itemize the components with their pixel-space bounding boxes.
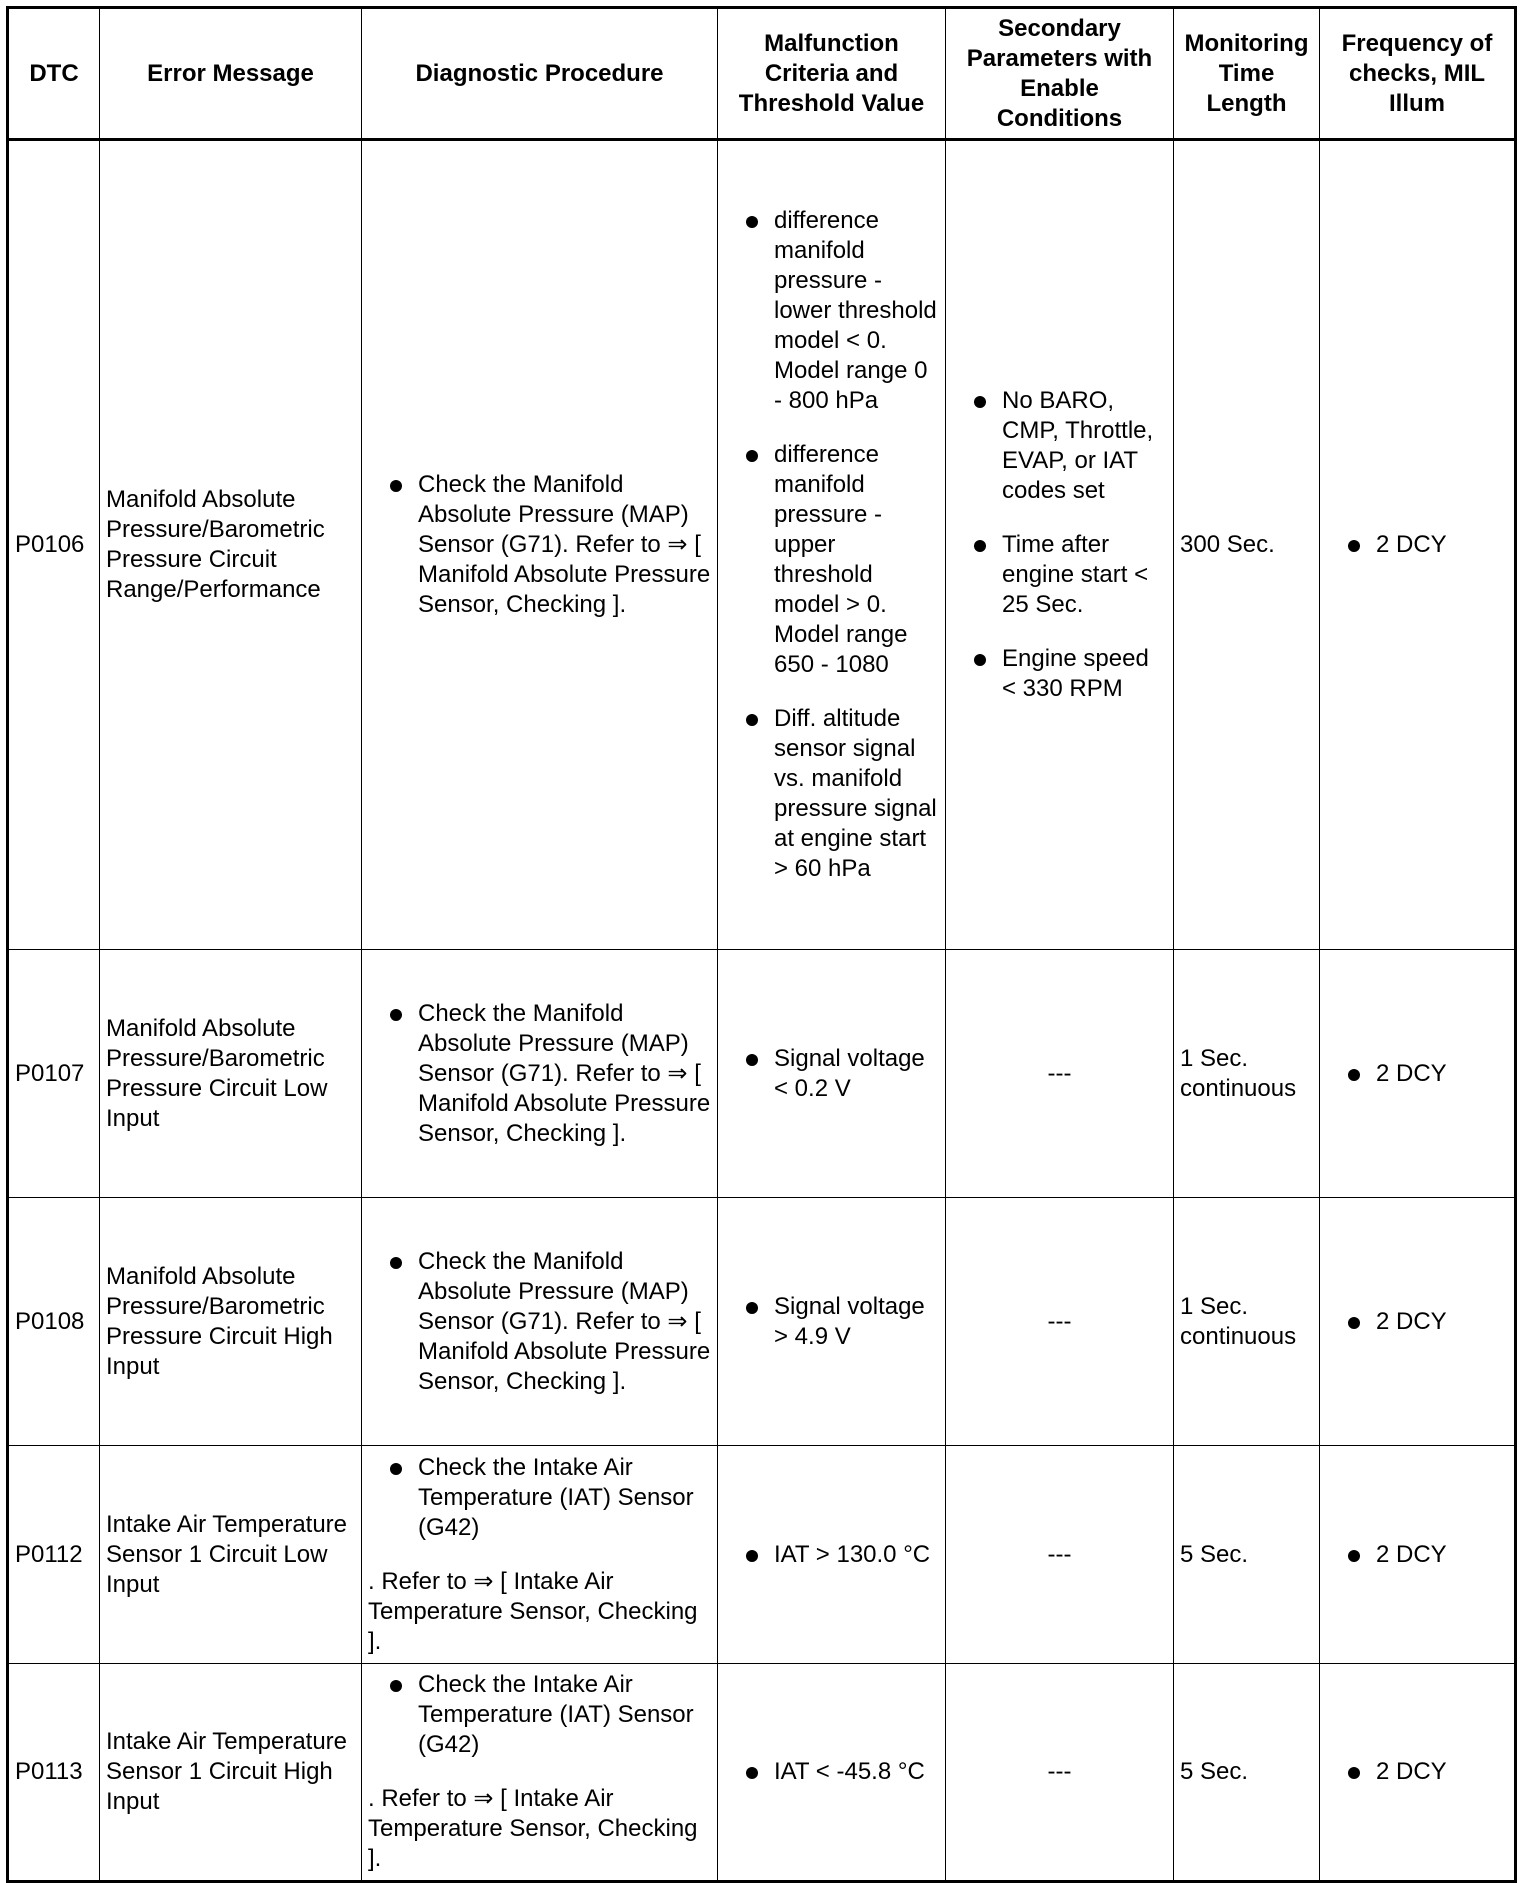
frequency-item: 2 DCY [1326,1757,1508,1787]
criteria-item: IAT < -45.8 °C [724,1757,939,1787]
dtc-code: P0112 [8,1446,100,1664]
monitoring-time: 1 Sec. continuous [1174,1198,1320,1446]
procedure-step: Check the Intake Air Temperature (IAT) Sensor (G42) [368,1670,711,1760]
error-message: Intake Air Temperature Sensor 1 Circuit Low Input [100,1446,362,1664]
frequency-item: 2 DCY [1326,530,1508,560]
diagnostic-procedure [362,140,718,950]
procedure-step: Check the Intake Air Temperature (IAT) Sensor (G42) [368,1453,711,1543]
table-row [8,950,1516,1198]
secondary-parameters: --- [946,1446,1174,1664]
monitoring-time: 5 Sec. [1174,1446,1320,1664]
frequency [1320,140,1516,950]
criteria-item: Diff. altitude sensor signal vs. manifold pressure signal at engine start > 60 hPa [724,704,939,884]
secondary-parameters: --- [946,950,1174,1198]
secondary-item: No BARO, CMP, Throttle, EVAP, or IAT codes set [952,386,1167,506]
frequency [1320,1664,1516,1882]
diagnostic-procedure [362,1664,718,1882]
header-diagnostic-procedure: Diagnostic Procedure [362,8,718,140]
criteria-item: difference manifold pressure - lower threshold model < 0. Model range 0 - 800 hPa [724,206,939,416]
error-message: Manifold Absolute Pressure/Barometric Pressure Circuit Range/Performance [100,140,362,950]
table-row [8,140,1516,950]
diagnostic-procedure [362,1198,718,1446]
header-frequency: Frequency of checks, MIL Illum [1320,8,1516,140]
diagnostic-procedure [362,1446,718,1664]
procedure-step: Check the Manifold Absolute Pressure (MAP) Sensor (G71). Refer to ⇒ [ Manifold Absolute Pressure Sensor, Checking ]. [368,470,711,620]
header-row [8,8,1516,140]
criteria-item: difference manifold pressure - upper threshold model > 0. Model range 650 - 1080 [724,440,939,680]
diagnostic-procedure [362,950,718,1198]
dtc-code: P0107 [8,950,100,1198]
malfunction-criteria [718,140,946,950]
header-malfunction-criteria: Malfunction Criteria and Threshold Value [718,8,946,140]
error-message: Manifold Absolute Pressure/Barometric Pressure Circuit Low Input [100,950,362,1198]
monitoring-time: 5 Sec. [1174,1664,1320,1882]
procedure-step: Check the Manifold Absolute Pressure (MAP) Sensor (G71). Refer to ⇒ [ Manifold Absolute Pressure Sensor, Checking ]. [368,999,711,1149]
dtc-code: P0106 [8,140,100,950]
malfunction-criteria [718,1664,946,1882]
dtc-code: P0113 [8,1664,100,1882]
secondary-item: Engine speed < 330 RPM [952,644,1167,704]
frequency [1320,950,1516,1198]
malfunction-criteria [718,1446,946,1664]
secondary-parameters [946,140,1174,950]
dtc-table [6,6,1517,1883]
error-message: Manifold Absolute Pressure/Barometric Pressure Circuit High Input [100,1198,362,1446]
secondary-item: Time after engine start < 25 Sec. [952,530,1167,620]
frequency [1320,1198,1516,1446]
header-dtc: DTC [8,8,100,140]
criteria-item: IAT > 130.0 °C [724,1540,939,1570]
error-message: Intake Air Temperature Sensor 1 Circuit High Input [100,1664,362,1882]
monitoring-time: 1 Sec. continuous [1174,950,1320,1198]
monitoring-time: 300 Sec. [1174,140,1320,950]
frequency-item: 2 DCY [1326,1540,1508,1570]
procedure-reference: . Refer to ⇒ [ Intake Air Temperature Sensor, Checking ]. [368,1567,698,1655]
frequency [1320,1446,1516,1664]
procedure-step: Check the Manifold Absolute Pressure (MAP) Sensor (G71). Refer to ⇒ [ Manifold Absolute Pressure Sensor, Checking ]. [368,1247,711,1397]
secondary-parameters: --- [946,1664,1174,1882]
dtc-code: P0108 [8,1198,100,1446]
header-error-message: Error Message [100,8,362,140]
table-row [8,1446,1516,1664]
criteria-item: Signal voltage < 0.2 V [724,1044,939,1104]
secondary-parameters: --- [946,1198,1174,1446]
malfunction-criteria [718,950,946,1198]
frequency-item: 2 DCY [1326,1059,1508,1089]
criteria-item: Signal voltage > 4.9 V [724,1292,939,1352]
table-row [8,1664,1516,1882]
procedure-reference: . Refer to ⇒ [ Intake Air Temperature Sensor, Checking ]. [368,1785,698,1872]
header-secondary-parameters: Secondary Parameters with Enable Conditions [946,8,1174,140]
header-monitoring-time: Monitoring Time Length [1174,8,1320,140]
frequency-item: 2 DCY [1326,1307,1508,1337]
malfunction-criteria [718,1198,946,1446]
table-row [8,1198,1516,1446]
